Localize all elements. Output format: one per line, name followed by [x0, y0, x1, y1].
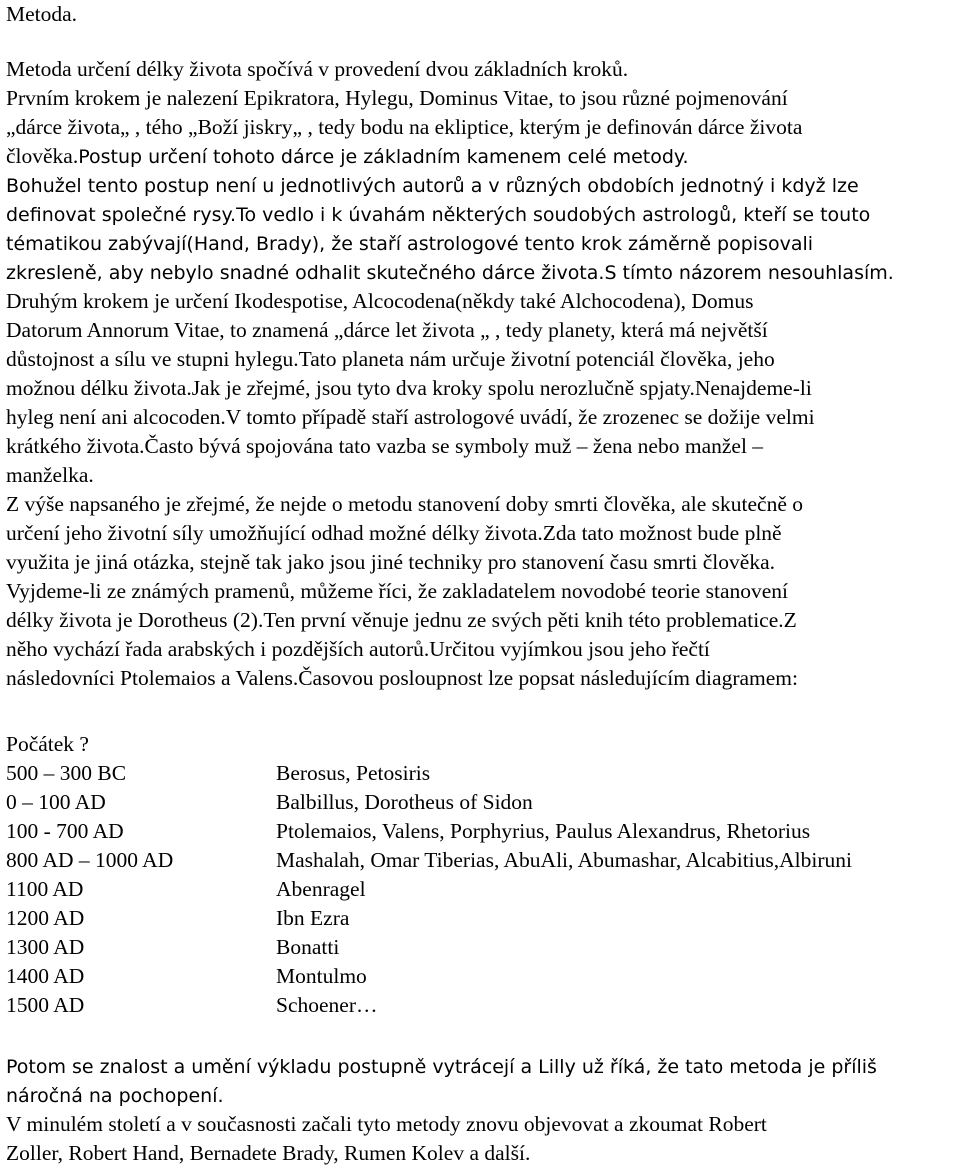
text-run: Prvním krokem je nalezení Epikratora, Hylegu, Dominus Vitae, to jsou různé pojmenování [6, 86, 788, 110]
text-run: krátkého života.Často bývá spojována tato vazba se symboly muž – žena nebo manžel – [6, 434, 764, 458]
timeline-authors: Mashalah, Omar Tiberias, AbuAli, Abumashar, Alcabitius,Albiruni [276, 848, 853, 872]
text-line [6, 345, 775, 374]
text-line [6, 113, 802, 142]
timeline-era: 1300 AD [6, 935, 85, 959]
timeline-era: 1500 AD [6, 993, 85, 1017]
timeline-authors: Ptolemaios, Valens, Porphyrius, Paulus Alexandrus, Rhetorius [276, 819, 811, 843]
timeline-era: 500 – 300 BC [6, 761, 127, 785]
text-run: určení jeho životní síly umožňující odhad možné délky života.Zda tato možnost bude plně [6, 521, 782, 545]
text-run: náročná na pochopení. [6, 1085, 224, 1107]
text-line [6, 258, 894, 288]
text-line [6, 490, 803, 519]
text-run: Metoda určení délky života spočívá v provedení dvou základních kroků. [6, 57, 629, 81]
text-line [6, 1081, 224, 1111]
text-run: hyleg není ani alcocoden.V tomto případě staří astrologové uvádí, že zrozenec se dožije velmi [6, 405, 815, 429]
text-line [6, 664, 798, 693]
text-line [6, 519, 782, 548]
text-run: definovat společné rysy. [6, 204, 237, 226]
text-line [6, 432, 763, 461]
text-run: To vedlo i k úvahám některých soudobých astrologů, kteří se touto [236, 204, 871, 226]
text-line [6, 374, 812, 403]
text-run: Vyjdeme-li ze známých pramenů, můžeme říci, že zakladatelem novodobé teorie stanovení [6, 579, 789, 603]
timeline-era: 1200 AD [6, 906, 85, 930]
text-line [6, 1052, 877, 1082]
text-line [6, 577, 788, 606]
text-line [6, 461, 94, 490]
text-run: využita je jiná otázka, stejně tak jako jsou jiné techniky pro stanovení času smrti člověka. [6, 550, 775, 574]
text-run: Z výše napsaného je zřejmé, že nejde o metodu stanovení doby smrti člověka, ale skutečně o [6, 492, 804, 516]
text-line [6, 55, 628, 84]
text-run: délky života je Dorotheus (2).Ten první věnuje jednu ze svých pěti knih této problematice.Z [6, 608, 797, 632]
document-heading: Metoda. [6, 2, 78, 26]
text-run: Bohužel tento postup není u jednotlivých autorů a v různých obdobích jednotný i když lze [6, 175, 859, 197]
text-line [6, 171, 859, 201]
text-line [6, 142, 689, 172]
text-line [6, 200, 870, 230]
timeline-era: 0 – 100 AD [6, 790, 106, 814]
text-run: S tímto názorem nesouhlasím. [604, 262, 894, 284]
text-run: možnou délku života.Jak je zřejmé, jsou tyto dva kroky spolu nerozlučně spjaty.Nenajdeme-li [6, 376, 812, 400]
text-line [6, 84, 788, 113]
text-run: manželka. [6, 463, 94, 487]
timeline-era: 1100 AD [6, 877, 84, 901]
text-line [6, 229, 813, 259]
text-run: Datorum Annorum Vitae, to znamená „dárce let života „ , tedy planety, která má největší [6, 318, 768, 342]
text-line [6, 606, 797, 635]
text-line [6, 1139, 530, 1168]
text-run: něho vychází řada arabských i pozdějších autorů.Určitou vyjímkou jsou jeho řečtí [6, 637, 710, 661]
text-run: Druhým krokem je určení Ikodespotise, Alcocodena(někdy také Alchocodena), Domus [6, 289, 754, 313]
timeline-authors: Schoener… [276, 993, 378, 1017]
timeline-authors: Ibn Ezra [276, 906, 350, 930]
text-run: Zoller, Robert Hand, Bernadete Brady, Rumen Kolev a další. [6, 1141, 531, 1165]
timeline-era: 100 - 700 AD [6, 819, 124, 843]
text-line [6, 548, 775, 577]
timeline-era: 800 AD – 1000 AD [6, 848, 174, 872]
timeline-authors: Montulmo [276, 964, 367, 988]
text-line [6, 316, 768, 345]
text-run: zkresleně, aby nebylo snadné odhalit skutečného dárce života. [6, 262, 605, 284]
text-run: „dárce života„ , tého „Boží jiskry„ , tedy bodu na ekliptice, kterým je definován dárce života [6, 115, 803, 139]
timeline-authors: Abenragel [276, 877, 366, 901]
text-run: následovníci Ptolemaios a Valens.Časovou posloupnost lze popsat následujícím diagramem: [6, 666, 798, 690]
timeline-authors: Berosus, Petosiris [276, 761, 431, 785]
text-run: V minulém století a v současnosti začali tyto metody znovu objevovat a zkoumat Robert [6, 1112, 767, 1136]
text-line [6, 287, 754, 316]
text-run: Potom se znalost a umění výkladu postupně vytrácejí a Lilly už říká, že tato metoda je příliš [6, 1056, 877, 1078]
timeline-authors: Bonatti [276, 935, 340, 959]
text-run: Postup určení tohoto dárce je základním kamenem celé metody. [78, 146, 689, 168]
timeline-authors: Balbillus, Dorotheus of Sidon [276, 790, 533, 814]
timeline-era: 1400 AD [6, 964, 85, 988]
text-line [6, 635, 710, 664]
timeline-era: Počátek ? [6, 732, 89, 756]
text-run: člověka. [6, 144, 79, 168]
text-line [6, 403, 815, 432]
text-line [6, 1110, 767, 1139]
text-run: tématikou zabývají(Hand, Brady), že staří astrologové tento krok záměrně popisovali [6, 233, 814, 255]
text-run: důstojnost a sílu ve stupni hylegu.Tato planeta nám určuje životní potenciál člověka, jeho [6, 347, 775, 371]
